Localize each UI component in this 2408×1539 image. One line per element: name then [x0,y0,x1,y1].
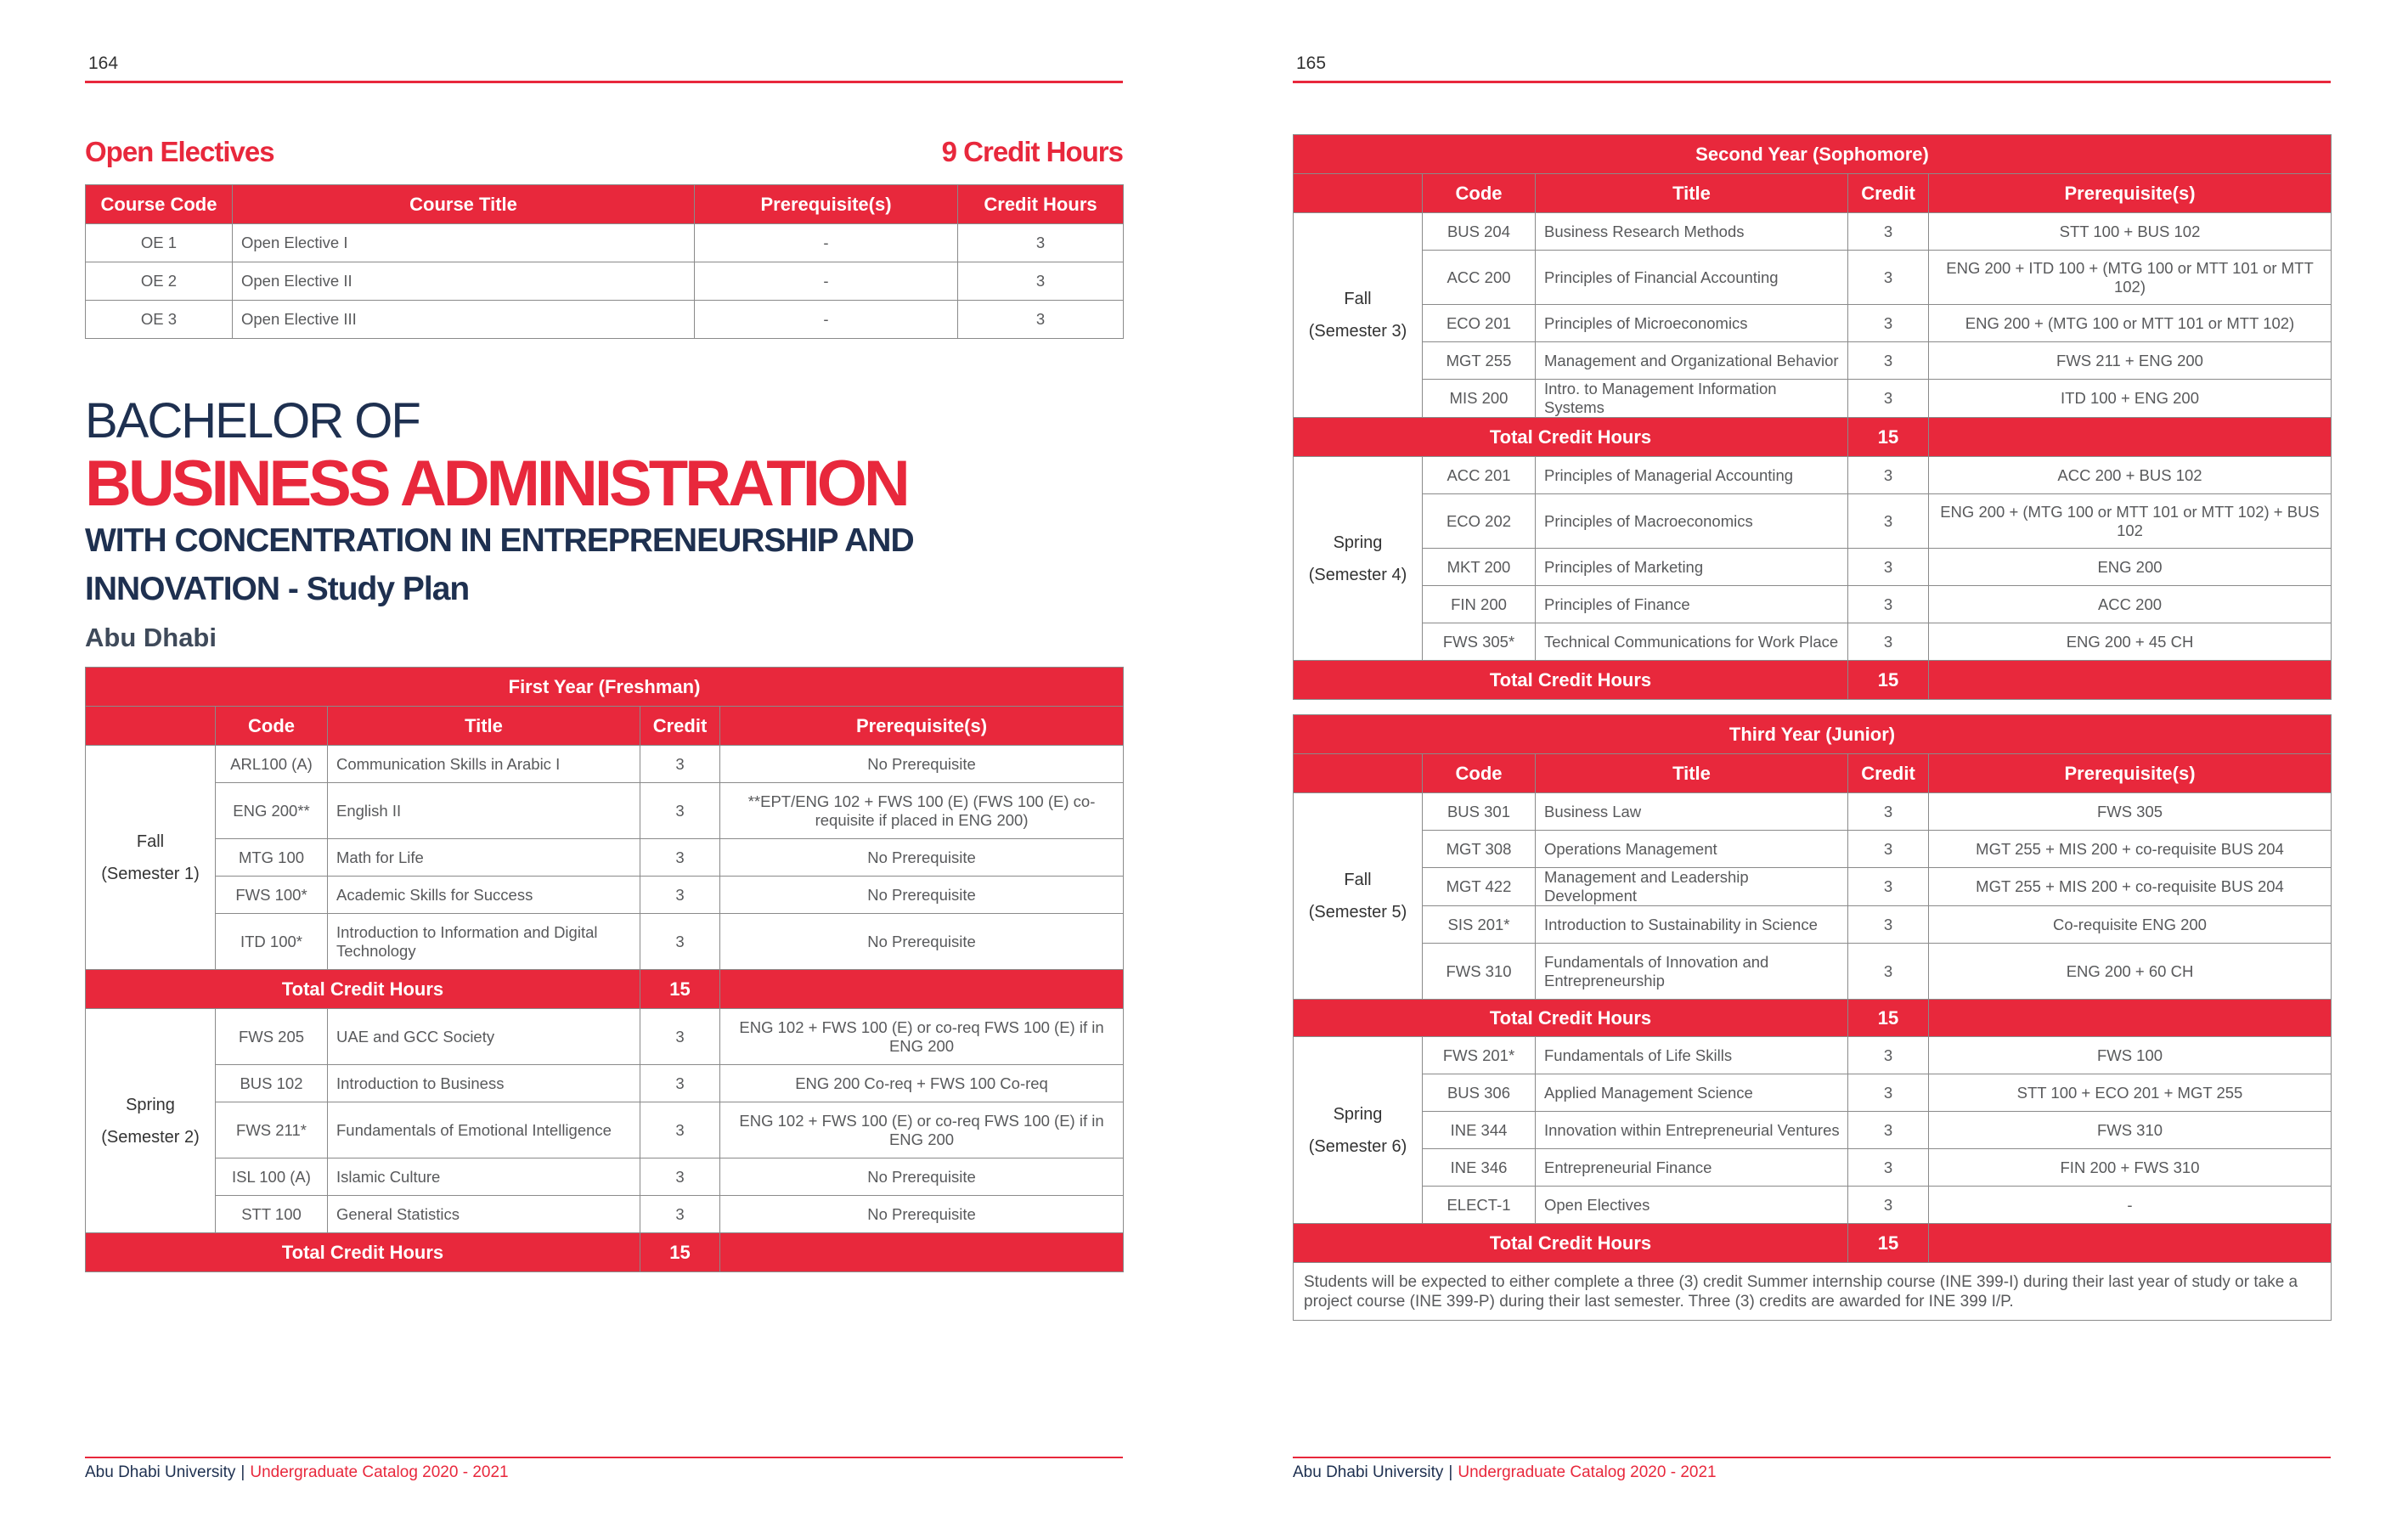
course-prereq: ENG 200 + 45 CH [1929,623,2332,661]
semester-term: Fall [1344,290,1372,308]
table-row [1294,549,2332,586]
table-row [86,1196,1124,1233]
column-header: Course Code [86,185,233,224]
table-row [86,1065,1124,1102]
total-label: Total Credit Hours [1294,1224,1848,1263]
course-credit: 3 [1848,586,1929,623]
course-code: STT 100 [216,1196,328,1233]
course-code: OE 2 [86,262,233,301]
course-code: INE 344 [1423,1112,1536,1149]
course-prereq: ENG 102 + FWS 100 (E) or co-req FWS 100 (E) if in ENG 200 [720,1102,1124,1158]
course-prereq: STT 100 + ECO 201 + MGT 255 [1929,1074,2332,1112]
table-row [86,1009,1124,1065]
table-row [1294,1149,2332,1187]
column-header: Credit [640,707,720,746]
course-title: Open Elective III [233,301,695,339]
total-value: 15 [640,970,720,1009]
footer-divider [1293,1457,2331,1458]
table-row [86,1158,1124,1196]
table-row [1294,213,2332,251]
course-credit: 3 [1848,457,1929,494]
course-credit: 3 [640,839,720,877]
course-credit: 3 [640,914,720,970]
total-row [1294,418,2332,457]
course-title: Fundamentals of Innovation and Entrepreneurship [1536,944,1848,1000]
course-prereq: No Prerequisite [720,1196,1124,1233]
footer-catalog: Undergraduate Catalog 2020 - 2021 [250,1463,509,1481]
course-credit: 3 [640,877,720,914]
course-credit: 3 [958,224,1124,262]
course-code: SIS 201* [1423,906,1536,944]
course-title: Principles of Finance [1536,586,1848,623]
footer [85,1463,509,1482]
course-code: FWS 211* [216,1102,328,1158]
course-prereq: - [695,224,958,262]
course-credit: 3 [1848,944,1929,1000]
column-header: Prerequisite(s) [1929,174,2332,213]
footer-university: Abu Dhabi University [85,1463,236,1481]
empty-header-cell [86,707,216,746]
course-prereq: No Prerequisite [720,839,1124,877]
right-page [1293,0,2331,1539]
semester-number: (Semester 4) [1308,565,1407,584]
semester-number: (Semester 1) [101,864,200,883]
course-code: FWS 201* [1423,1037,1536,1074]
total-label: Total Credit Hours [1294,418,1848,457]
table-row [1294,1074,2332,1112]
course-code: ENG 200** [216,783,328,839]
course-code: MKT 200 [1423,549,1536,586]
table-row [1294,906,2332,944]
total-value: 15 [1848,1000,1929,1037]
top-divider [85,81,1123,83]
course-credit: 3 [1848,906,1929,944]
footer-separator: | [240,1463,245,1481]
course-code: FWS 205 [216,1009,328,1065]
table-row [1294,1112,2332,1149]
year-caption: Third Year (Junior) [1294,715,2332,754]
column-header: Code [1423,174,1536,213]
course-prereq: FIN 200 + FWS 310 [1929,1149,2332,1187]
footer-university: Abu Dhabi University [1293,1463,1444,1481]
course-prereq: ENG 102 + FWS 100 (E) or co-req FWS 100 (E) if in ENG 200 [720,1009,1124,1065]
year-caption: Second Year (Sophomore) [1294,135,2332,174]
course-code: MTG 100 [216,839,328,877]
course-title: Open Elective I [233,224,695,262]
course-title: Fundamentals of Life Skills [1536,1037,1848,1074]
open-electives-title: Open Electives [85,136,274,167]
course-code: BUS 301 [1423,793,1536,831]
course-prereq: No Prerequisite [720,1158,1124,1196]
course-title: Introduction to Information and Digital Technology [328,914,640,970]
total-empty-cell [720,1233,1124,1272]
course-code: MGT 422 [1423,868,1536,906]
column-header: Title [1536,174,1848,213]
semester-term: Fall [136,832,165,851]
internship-note: Students will be expected to either complete a three (3) credit Summer internship course (INE 399-I) during their last year of study or take a project course (INE 399-P) during their last semester. Three (3) credits are awarded for INE 399 I/P. [1294,1263,2332,1321]
course-code: ACC 201 [1423,457,1536,494]
open-electives-header [85,136,1123,173]
course-code: OE 3 [86,301,233,339]
total-row [1294,1000,2332,1037]
course-credit: 3 [1848,831,1929,868]
course-prereq: No Prerequisite [720,877,1124,914]
course-prereq: ACC 200 [1929,586,2332,623]
course-credit: 3 [1848,1112,1929,1149]
course-prereq: No Prerequisite [720,746,1124,783]
course-code: INE 346 [1423,1149,1536,1187]
column-header: Code [216,707,328,746]
course-credit: 3 [1848,213,1929,251]
empty-header-cell [1294,174,1423,213]
course-title: UAE and GCC Society [328,1009,640,1065]
semester-number: (Semester 6) [1308,1136,1407,1156]
table-row [1294,494,2332,549]
course-credit: 3 [1848,1187,1929,1224]
semester-label [1294,457,1423,661]
course-prereq: MGT 255 + MIS 200 + co-requisite BUS 204 [1929,831,2332,868]
course-credit: 3 [1848,380,1929,418]
course-credit: 3 [640,1009,720,1065]
table-row [86,224,1124,262]
course-credit: 3 [640,1158,720,1196]
semester-number: (Semester 5) [1308,903,1407,922]
table-row [1294,944,2332,1000]
course-credit: 3 [1848,1037,1929,1074]
table-row [86,839,1124,877]
course-prereq: ACC 200 + BUS 102 [1929,457,2332,494]
column-header: Credit Hours [958,185,1124,224]
page-number: 165 [1296,54,1327,73]
third-year-table [1293,714,2332,1321]
course-prereq: FWS 211 + ENG 200 [1929,342,2332,380]
semester-term: Spring [1333,1104,1383,1124]
course-prereq: ENG 200 [1929,549,2332,586]
course-credit: 3 [958,301,1124,339]
heading-bachelor-of: BACHELOR OF [85,393,420,448]
second-year-table [1293,134,2332,700]
column-header: Credit [1848,754,1929,793]
course-title: Principles of Macroeconomics [1536,494,1848,549]
course-code: FWS 310 [1423,944,1536,1000]
table-row [86,914,1124,970]
course-code: ECO 201 [1423,305,1536,342]
course-title: Academic Skills for Success [328,877,640,914]
course-credit: 3 [1848,342,1929,380]
course-title: Fundamentals of Emotional Intelligence [328,1102,640,1158]
total-value: 15 [1848,1224,1929,1263]
table-row [1294,1187,2332,1224]
total-row [86,1233,1124,1272]
course-prereq: MGT 255 + MIS 200 + co-requisite BUS 204 [1929,868,2332,906]
course-title: Operations Management [1536,831,1848,868]
course-prereq: ITD 100 + ENG 200 [1929,380,2332,418]
table-row [1294,586,2332,623]
course-prereq: FWS 305 [1929,793,2332,831]
course-title: Technical Communications for Work Place [1536,623,1848,661]
open-electives-table [85,184,1124,339]
course-title: Business Law [1536,793,1848,831]
total-row [86,970,1124,1009]
course-credit: 3 [958,262,1124,301]
semester-label [86,746,216,970]
heading-program-name: BUSINESS ADMINISTRATION [85,448,907,520]
course-prereq: FWS 310 [1929,1112,2332,1149]
course-prereq: - [695,262,958,301]
semester-label [1294,213,1423,418]
table-row [1294,623,2332,661]
course-prereq: STT 100 + BUS 102 [1929,213,2332,251]
semester-label [86,1009,216,1233]
course-code: FWS 100* [216,877,328,914]
total-label: Total Credit Hours [86,970,640,1009]
table-row [1294,831,2332,868]
course-prereq: ENG 200 + ITD 100 + (MTG 100 or MTT 101 or MTT 102) [1929,251,2332,305]
table-row [86,1102,1124,1158]
course-title: Open Electives [1536,1187,1848,1224]
course-title: Principles of Managerial Accounting [1536,457,1848,494]
course-prereq: - [1929,1187,2332,1224]
total-value: 15 [1848,661,1929,700]
total-row [1294,1224,2332,1263]
open-electives-hours: 9 Credit Hours [941,136,1123,167]
table-row [1294,305,2332,342]
course-prereq: ENG 200 + 60 CH [1929,944,2332,1000]
course-title: Introduction to Sustainability in Science [1536,906,1848,944]
table-row [86,877,1124,914]
course-code: MIS 200 [1423,380,1536,418]
left-page [85,0,1123,1539]
course-credit: 3 [1848,868,1929,906]
course-title: Innovation within Entrepreneurial Ventures [1536,1112,1848,1149]
top-divider [1293,81,2331,83]
campus-label: Abu Dhabi [85,623,217,652]
course-title: Principles of Microeconomics [1536,305,1848,342]
course-code: ACC 200 [1423,251,1536,305]
course-title: General Statistics [328,1196,640,1233]
table-row [1294,868,2332,906]
course-credit: 3 [1848,251,1929,305]
course-code: ARL100 (A) [216,746,328,783]
course-code: BUS 306 [1423,1074,1536,1112]
table-row [1294,342,2332,380]
course-prereq: No Prerequisite [720,914,1124,970]
table-row [1294,457,2332,494]
first-year-table [85,667,1124,1272]
table-row [86,783,1124,839]
course-credit: 3 [640,1196,720,1233]
course-title: Islamic Culture [328,1158,640,1196]
course-title: Principles of Financial Accounting [1536,251,1848,305]
course-code: MGT 255 [1423,342,1536,380]
semester-number: (Semester 2) [101,1127,200,1147]
course-prereq: FWS 100 [1929,1037,2332,1074]
course-credit: 3 [640,783,720,839]
semester-label [1294,1037,1423,1224]
course-title: Introduction to Business [328,1065,640,1102]
footer-catalog: Undergraduate Catalog 2020 - 2021 [1458,1463,1717,1481]
table-row [86,746,1124,783]
table-row [1294,251,2332,305]
column-header: Prerequisite(s) [1929,754,2332,793]
course-code: BUS 102 [216,1065,328,1102]
course-code: FIN 200 [1423,586,1536,623]
course-prereq: ENG 200 + (MTG 100 or MTT 101 or MTT 102) + BUS 102 [1929,494,2332,549]
course-title: Entrepreneurial Finance [1536,1149,1848,1187]
course-title: Applied Management Science [1536,1074,1848,1112]
note-row [1294,1263,2332,1321]
column-header: Prerequisite(s) [695,185,958,224]
course-prereq: Co-requisite ENG 200 [1929,906,2332,944]
column-header: Prerequisite(s) [720,707,1124,746]
course-code: FWS 305* [1423,623,1536,661]
total-empty-cell [1929,1224,2332,1263]
course-title: Intro. to Management Information Systems [1536,380,1848,418]
table-row [86,301,1124,339]
semester-term: Spring [126,1095,175,1114]
year-caption: First Year (Freshman) [86,668,1124,707]
semester-term: Fall [1344,871,1372,889]
total-empty-cell [1929,661,2332,700]
course-code: ITD 100* [216,914,328,970]
total-empty-cell [1929,1000,2332,1037]
course-title: Management and Leadership Development [1536,868,1848,906]
course-credit: 3 [640,746,720,783]
semester-label [1294,793,1423,1000]
column-header: Title [1536,754,1848,793]
column-header: Code [1423,754,1536,793]
course-title: English II [328,783,640,839]
total-label: Total Credit Hours [1294,661,1848,700]
empty-header-cell [1294,754,1423,793]
total-value: 15 [640,1233,720,1272]
course-credit: 3 [1848,305,1929,342]
course-credit: 3 [1848,1074,1929,1112]
column-header: Title [328,707,640,746]
footer-separator: | [1448,1463,1453,1481]
table-row [1294,1037,2332,1074]
footer-divider [85,1457,1123,1458]
course-prereq: ENG 200 Co-req + FWS 100 Co-req [720,1065,1124,1102]
total-row [1294,661,2332,700]
course-title: Math for Life [328,839,640,877]
total-empty-cell [720,970,1124,1009]
course-credit: 3 [1848,1149,1929,1187]
course-credit: 3 [1848,494,1929,549]
course-credit: 3 [640,1102,720,1158]
course-code: OE 1 [86,224,233,262]
heading-concentration: WITH CONCENTRATION IN ENTREPRENEURSHIP AND INNOVATION - Study Plan [85,522,914,607]
course-title: Management and Organizational Behavior [1536,342,1848,380]
course-prereq: - [695,301,958,339]
course-title: Communication Skills in Arabic I [328,746,640,783]
course-code: ELECT-1 [1423,1187,1536,1224]
course-code: ISL 100 (A) [216,1158,328,1196]
semester-term: Spring [1333,533,1383,552]
total-value: 15 [1848,418,1929,457]
table-row [1294,380,2332,418]
column-header: Credit [1848,174,1929,213]
total-label: Total Credit Hours [1294,1000,1848,1037]
course-credit: 3 [640,1065,720,1102]
footer [1293,1463,1717,1482]
semester-number: (Semester 3) [1308,322,1407,341]
course-title: Principles of Marketing [1536,549,1848,586]
course-credit: 3 [1848,549,1929,586]
course-prereq: **EPT/ENG 102 + FWS 100 (E) (FWS 100 (E) co-requisite if placed in ENG 200) [720,783,1124,839]
total-empty-cell [1929,418,2332,457]
total-label: Total Credit Hours [86,1233,640,1272]
column-header: Course Title [233,185,695,224]
course-code: ECO 202 [1423,494,1536,549]
course-code: MGT 308 [1423,831,1536,868]
page-number: 164 [88,54,119,73]
table-row [1294,793,2332,831]
table-row [86,262,1124,301]
course-code: BUS 204 [1423,213,1536,251]
course-title: Business Research Methods [1536,213,1848,251]
course-credit: 3 [1848,793,1929,831]
course-prereq: ENG 200 + (MTG 100 or MTT 101 or MTT 102) [1929,305,2332,342]
course-credit: 3 [1848,623,1929,661]
course-title: Open Elective II [233,262,695,301]
